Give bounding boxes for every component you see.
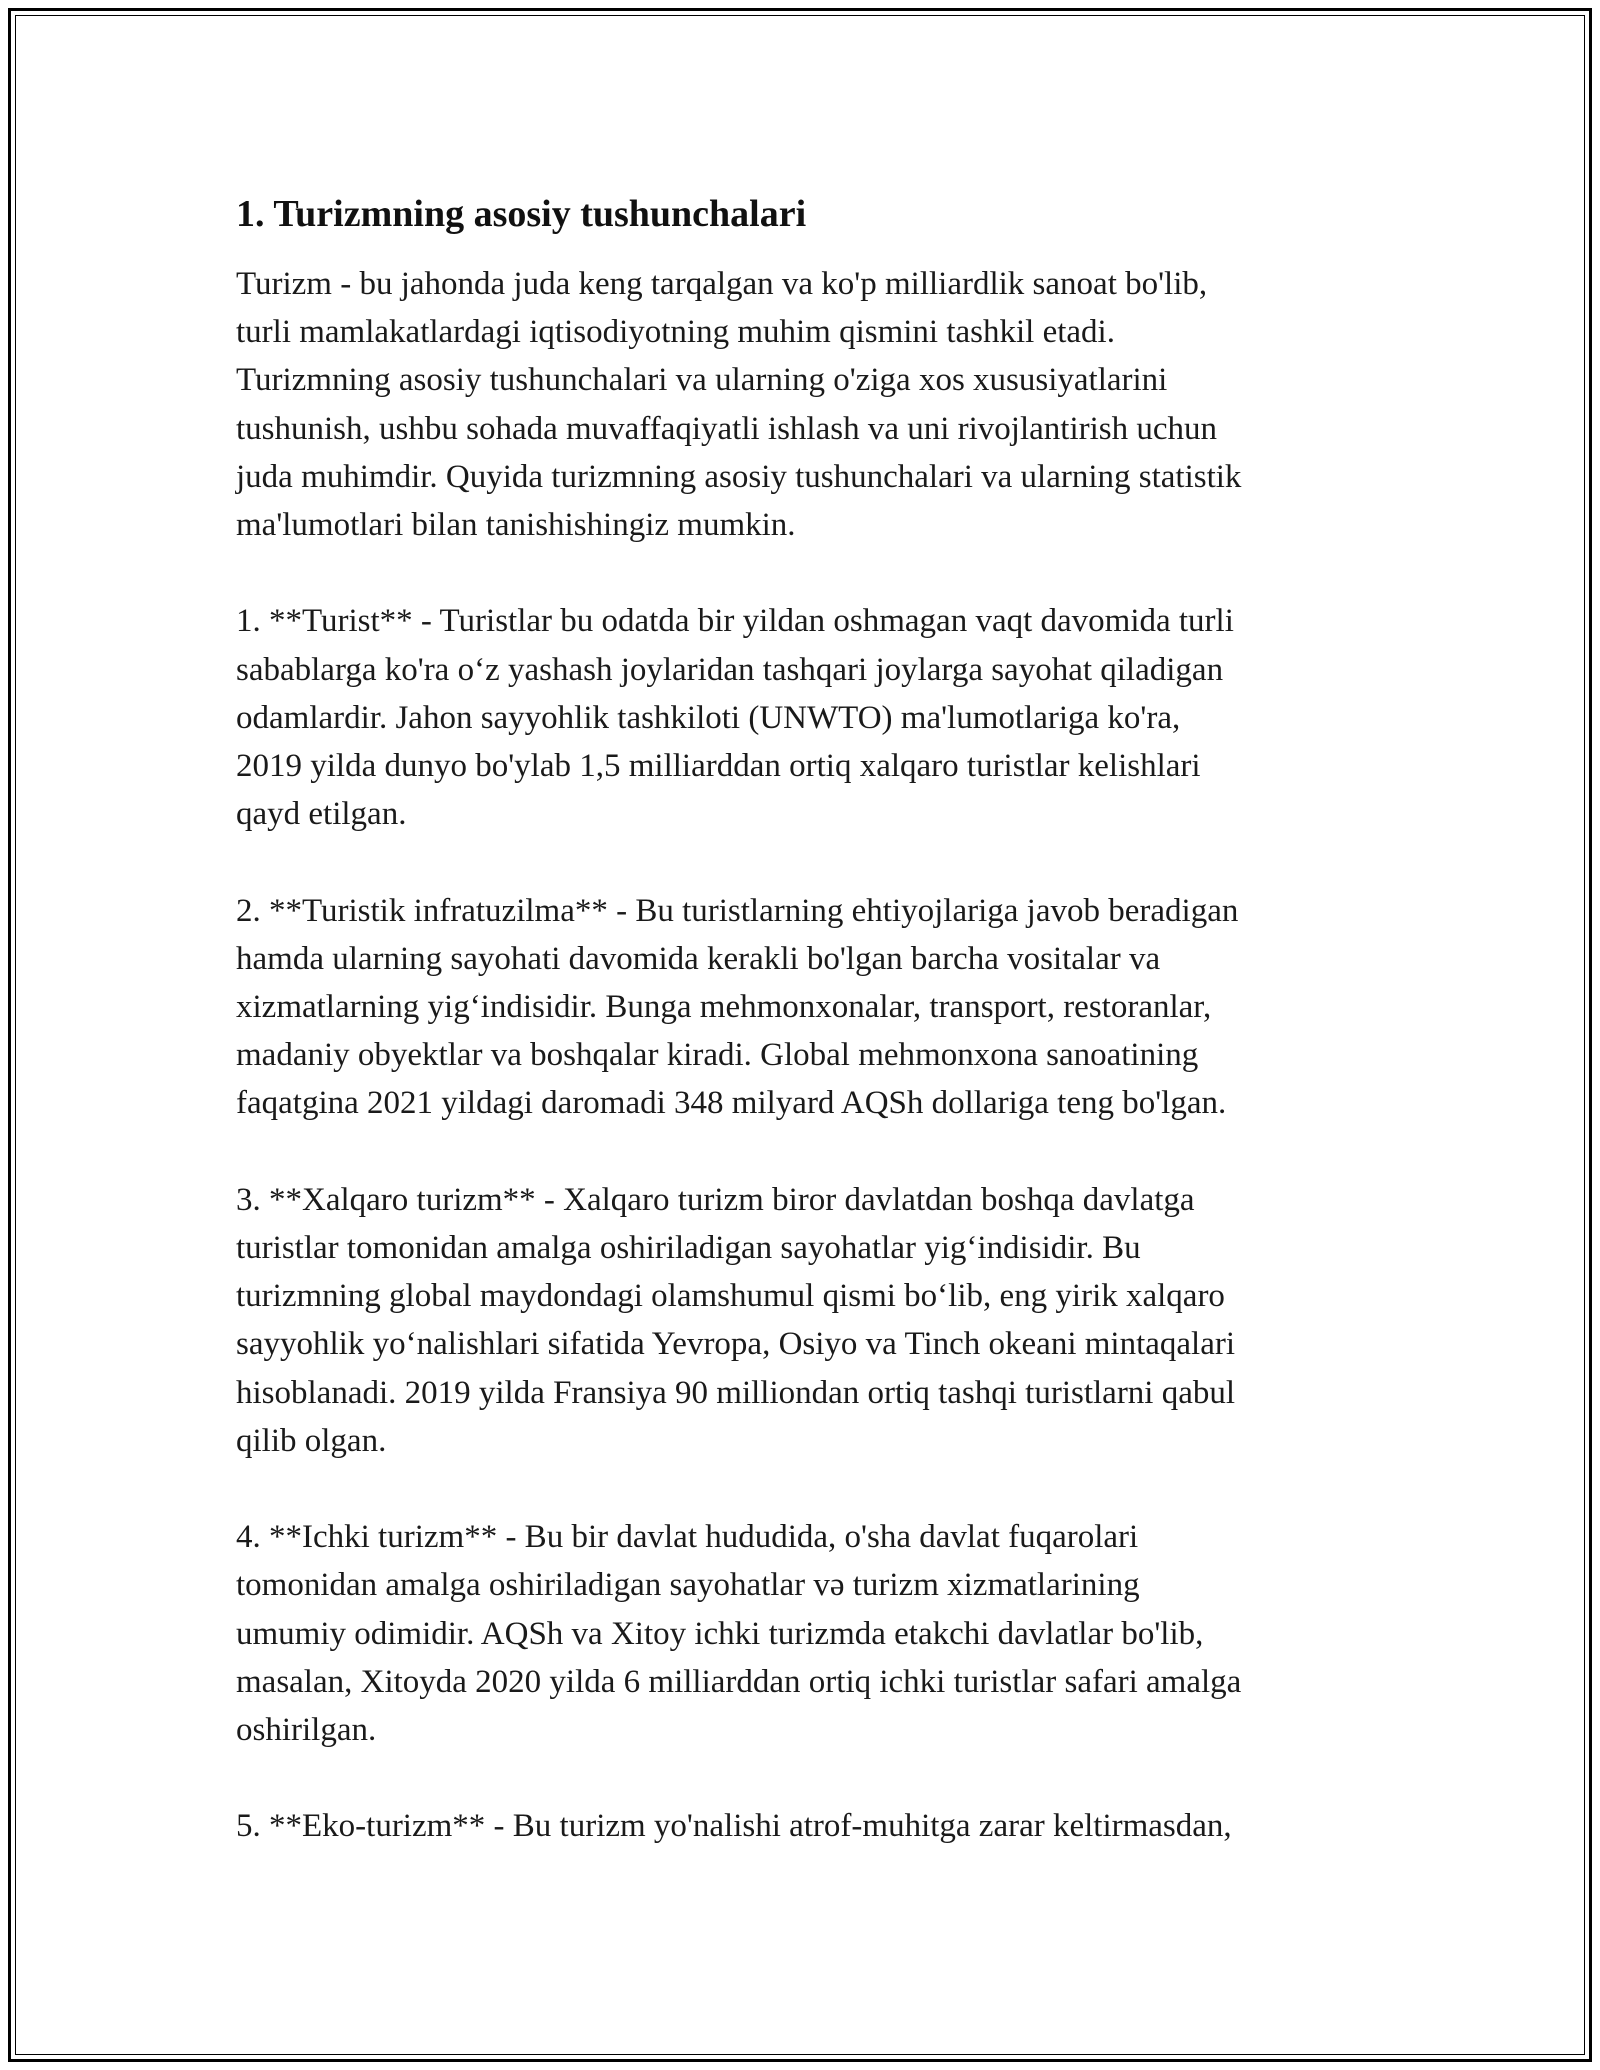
intro-paragraph xyxy=(236,260,1376,549)
text-line: qayd etilgan. xyxy=(236,796,407,833)
text-line: odamlardir. Jahon sayyohlik tashkiloti (UNWTO) ma'lumotlariga ko'ra, xyxy=(236,699,1181,736)
text-line: umumiy odimidir. AQSh va Xitoy ichki turizmda etakchi davlatlar bo'lib, xyxy=(236,1615,1204,1652)
text-line: turizmning global maydondagi olamshumul qismi bo‘lib, eng yirik xalqaro xyxy=(236,1278,1225,1315)
text-line: tushunish, ushbu sohada muvaffaqiyatli ishlash va uni rivojlantirish uchun xyxy=(236,410,1218,447)
text-line: turli mamlakatlardagi iqtisodiyotning muhim qismini tashkil etadi. xyxy=(236,314,1115,351)
text-line: sabablarga ko'ra o‘z yashash joylaridan tashqari joylarga sayohat qiladigan xyxy=(236,651,1224,688)
text-line: 4. **Ichki turizm** - Bu bir davlat hududida, o'sha davlat fuqarolari xyxy=(236,1519,1139,1556)
text-line: xizmatlarning yig‘indisidir. Bunga mehmonxonalar, transport, restoranlar, xyxy=(236,989,1212,1026)
text-line: 1. **Turist** - Turistlar bu odatda bir yildan oshmagan vaqt davomida turli xyxy=(236,603,1234,640)
text-line: faqatgina 2021 yildagi daromadi 348 milyard AQSh dollariga teng bo'lgan. xyxy=(236,1085,1227,1122)
text-line: Turizm - bu jahonda juda keng tarqalgan va ko'p milliardlik sanoat bo'lib, xyxy=(236,266,1208,302)
text-line: madaniy obyektlar va boshqalar kiradi. Global mehmonxona sanoatining xyxy=(236,1037,1199,1074)
text-line: hamda ularning sayohati davomida kerakli bo'lgan barcha vositalar va xyxy=(236,940,1161,977)
text-line: 3. **Xalqaro turizm** - Xalqaro turizm biror davlatdan boshqa davlatga xyxy=(236,1181,1195,1218)
text-line: masalan, Xitoyda 2020 yilda 6 milliarddan ortiq ichki turistlar safari amalga xyxy=(236,1663,1242,1700)
text-line: juda muhimdir. Quyida turizmning asosiy tushunchalari va ularning statistik xyxy=(236,458,1242,495)
text-line: 5. **Eko-turizm** - Bu turizm yo'nalishi atrof-muhitga zarar keltirmasdan, xyxy=(236,1808,1232,1845)
list-item-xalqaro-turizm xyxy=(236,1176,1376,1465)
text-line: hisoblanadi. 2019 yilda Fransiya 90 milliondan ortiq tashqi turistlarni qabul xyxy=(236,1374,1236,1411)
list-item-ichki-turizm xyxy=(236,1513,1376,1754)
document-body xyxy=(236,186,1376,1899)
text-line: 2. **Turistik infratuzilma** - Bu turistlarning ehtiyojlariga javob beradigan xyxy=(236,892,1239,929)
text-line: ma'lumotlari bilan tanishishingiz mumkin. xyxy=(236,507,796,544)
text-line: tomonidan amalga oshiriladigan sayohatlar və turizm xizmatlarining xyxy=(236,1567,1140,1604)
list-item-turist xyxy=(236,597,1376,838)
text-line: qilib olgan. xyxy=(236,1422,387,1459)
text-line: turistlar tomonidan amalga oshiriladigan sayohatlar yig‘indisidir. Bu xyxy=(236,1230,1141,1267)
section-title: 1. Turizmning asosiy tushunchalari xyxy=(236,193,807,235)
text-line: 2019 yilda dunyo bo'ylab 1,5 milliarddan ortiq xalqaro turistlar kelishlari xyxy=(236,748,1201,785)
text-line: oshirilgan. xyxy=(236,1712,377,1749)
text-line: sayyohlik yo‘nalishlari sifatida Yevropa, Osiyo va Tinch okeani mintaqalari xyxy=(236,1326,1236,1363)
text-line: Turizmning asosiy tushunchalari va ularning o'ziga xos xususiyatlarini xyxy=(236,362,1168,399)
list-item-eko-turizm xyxy=(236,1802,1376,1850)
list-item-infratuzilma xyxy=(236,887,1376,1128)
